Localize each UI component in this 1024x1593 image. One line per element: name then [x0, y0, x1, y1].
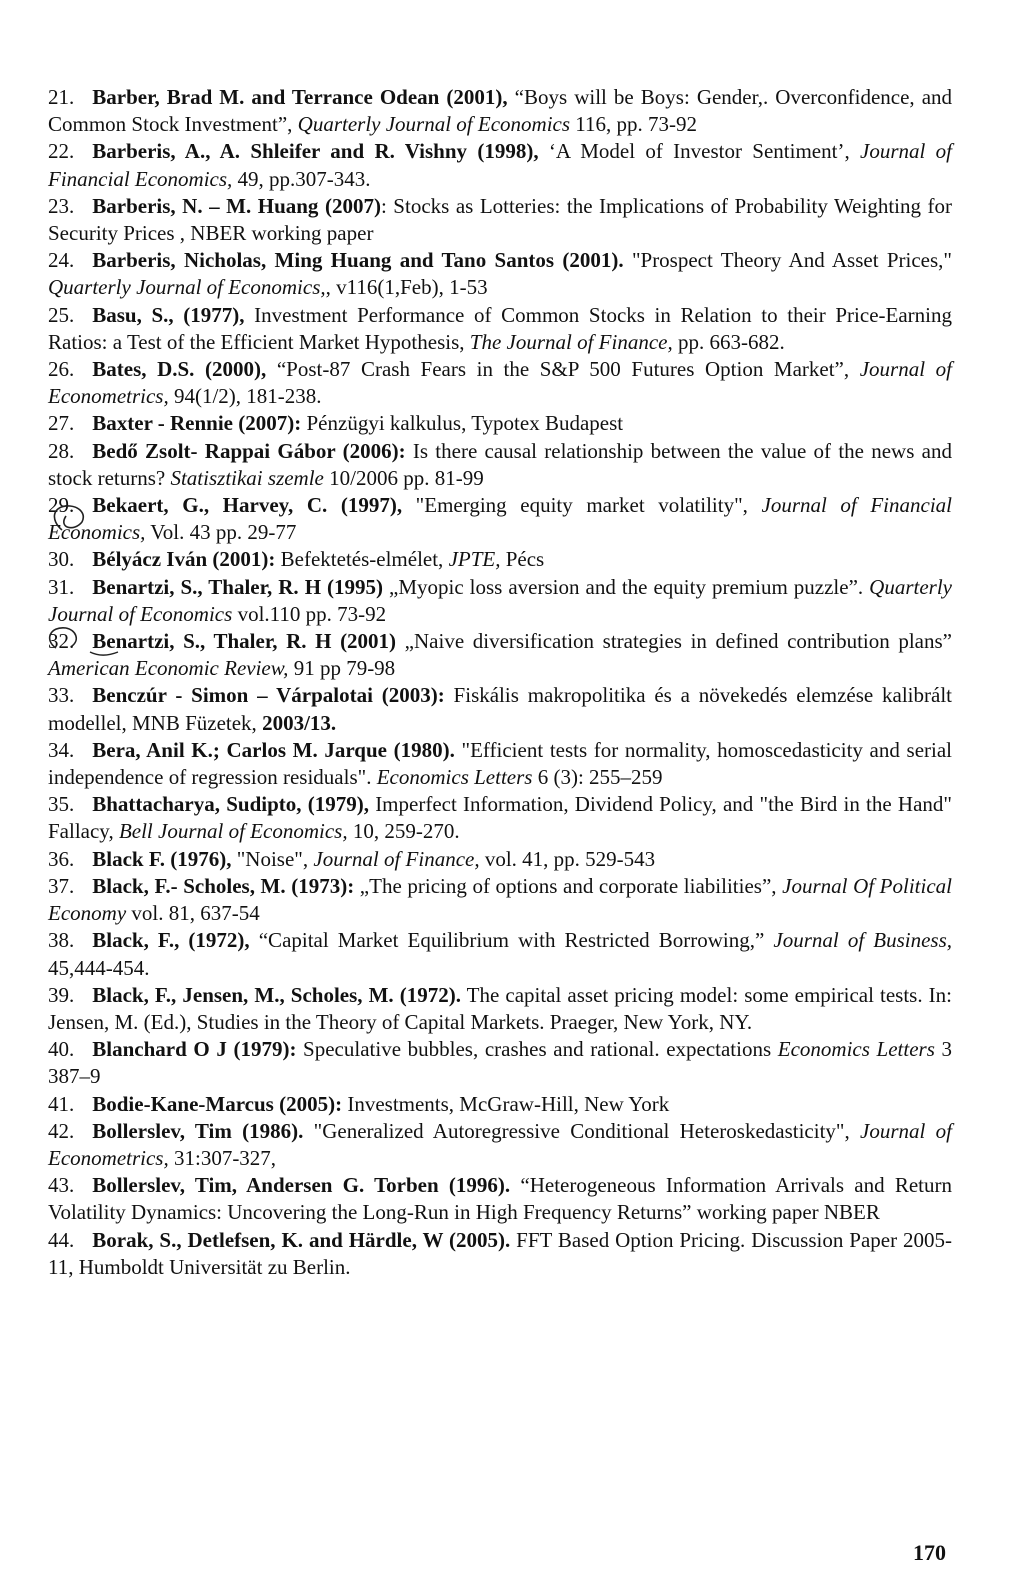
reference-entry [48, 682, 952, 736]
reference-details: Vol. 43 pp. 29-77 [145, 520, 297, 545]
reference-journal: The Journal of Finance, [469, 329, 673, 354]
reference-text: “Post-87 Crash Fears in the S&P 500 Futures Option Market”, [266, 357, 860, 382]
reference-authors: Bélyácz Iván (2001): [92, 547, 276, 572]
reference-authors: Blanchard O J (1979): [92, 1037, 297, 1062]
reference-number: 23. [48, 193, 75, 218]
reference-entry [48, 138, 952, 192]
reference-authors: Bedő Zsolt- Rappai Gábor (2006): [92, 438, 406, 463]
reference-text: Is there causal relationship between the value of the news and stock returns? [48, 438, 952, 490]
reference-entry [48, 1172, 952, 1226]
reference-details: vol.110 pp. 73-92 [232, 601, 387, 626]
reference-text: Imperfect Information, Dividend Policy, and "the Bird in the Hand" Fallacy, [48, 792, 952, 844]
reference-details: 10, 259-270. [347, 819, 460, 844]
reference-text: „The pricing of options and corporate liabilities”, [354, 873, 783, 898]
reference-journal: Journal of Finance, [313, 846, 480, 871]
reference-entry [48, 846, 952, 873]
reference-authors: Black, F., (1972), [92, 928, 250, 953]
page-number: 170 [913, 1540, 946, 1565]
reference-details: pp. 663-682. [672, 329, 785, 354]
reference-journal: Journal of Financial Economics, [48, 139, 952, 191]
reference-authors: Bekaert, G., Harvey, C. (1997), [92, 493, 403, 518]
reference-entry [48, 873, 952, 927]
reference-text: "Generalized Autoregressive Conditional Heteroskedasticity", [303, 1118, 861, 1143]
reference-number: 26. [48, 357, 75, 382]
reference-number: 38. [48, 928, 75, 953]
reference-authors: Bodie-Kane-Marcus (2005): [92, 1091, 343, 1116]
reference-text: Fiskális makropolitika és a növekedés elemzése kalibrált modellel, MNB Füzetek, [48, 683, 952, 735]
reference-authors: Bates, D.S. (2000), [92, 357, 267, 382]
reference-entry [48, 84, 952, 138]
reference-text: FFT Based Option Pricing. Discussion Paper 2005-11, Humboldt Universität zu Berlin. [48, 1227, 952, 1279]
reference-authors: Benczúr - Simon – Várpalotai (2003): [92, 683, 445, 708]
reference-text: „Myopic loss aversion and the equity premium puzzle”. [383, 574, 870, 599]
reference-entry [48, 574, 952, 628]
reference-details: vol. 41, pp. 529-543 [479, 846, 656, 871]
reference-number: 43. [48, 1173, 75, 1198]
reference-text: “Heterogeneous Information Arrivals and Return Volatility Dynamics: Uncovering the Long-Run in High Frequency Returns” working paper NBER [48, 1173, 952, 1225]
reference-text: Pénzügyi kalkulus, Typotex Budapest [301, 411, 624, 436]
reference-authors: Baxter - Rennie (2007): [92, 411, 302, 436]
reference-details: 49, pp.307-343. [232, 166, 371, 191]
reference-journal: Quarterly Journal of Economics [48, 574, 952, 626]
reference-text: Investments, McGraw-Hill, New York [342, 1091, 670, 1116]
reference-number: 36. [48, 846, 75, 871]
reference-number: 41. [48, 1091, 75, 1116]
reference-entry [48, 1118, 952, 1172]
reference-journal: American Economic Review, [48, 656, 289, 681]
reference-journal: JPTE, [448, 547, 501, 572]
reference-entry [48, 1227, 952, 1281]
reference-text: “Capital Market Equilibrium with Restricted Borrowing,” [249, 928, 774, 953]
reference-details: 116, pp. 73-92 [570, 112, 697, 137]
reference-journal: Quarterly Journal of Economics, [48, 275, 326, 300]
reference-authors: Bollerslev, Tim, Andersen G. Torben (1996). [92, 1173, 511, 1198]
reference-entry [48, 628, 952, 682]
reference-authors: Benartzi, S., Thaler, R. H (1995) [92, 574, 384, 599]
reference-authors: Barber, Brad M. and Terrance Odean (2001), [92, 85, 508, 109]
reference-text: "Efficient tests for normality, homoscedasticity and serial independence of regression residuals". [48, 737, 952, 790]
reference-authors: Borak, S., Detlefsen, K. and Härdle, W (2005). [92, 1227, 511, 1252]
reference-details: 45,444-454. [48, 955, 150, 980]
reference-number: 31. [48, 574, 75, 599]
reference-number: 29. [48, 493, 75, 518]
reference-authors: Bera, Anil K.; Carlos M. Jarque (1980). [92, 737, 455, 762]
reference-number: 34. [48, 737, 75, 762]
reference-journal: Statisztikai szemle [170, 465, 324, 490]
reference-details: 31:307-327, [168, 1145, 277, 1170]
reference-entry [48, 1036, 952, 1090]
reference-entry [48, 247, 952, 301]
reference-number: 35. [48, 792, 75, 817]
reference-entry [48, 927, 952, 981]
reference-journal: Economics Letters [777, 1037, 935, 1062]
reference-text: "Noise", [231, 846, 314, 871]
reference-journal: Journal of Econometrics, [48, 1118, 952, 1170]
reference-details: 10/2006 pp. 81-99 [323, 465, 484, 490]
reference-number: 22. [48, 139, 75, 164]
reference-authors: Barberis, N. – M. Huang (2007) [92, 193, 381, 218]
reference-entry [48, 492, 952, 546]
reference-number: 27. [48, 411, 75, 436]
reference-journal: Journal of Business, [773, 928, 952, 953]
reference-number: 21. [48, 85, 75, 109]
reference-number: 28. [48, 438, 75, 463]
reference-journal: Journal of Econometrics, [48, 357, 952, 409]
reference-entry [48, 410, 952, 437]
reference-details: 2003/13. [262, 710, 337, 735]
reference-details: 6 (3): 255–259 [532, 765, 663, 790]
reference-text: : Stocks as Lotteries: the Implications of Probability Weighting for Security Prices , NBER working paper [48, 193, 953, 246]
reference-text: Investment Performance of Common Stocks in Relation to their Price-Earning Ratios: a Test of the Efficient Market Hypothesis, [48, 302, 952, 354]
reference-journal: Bell Journal of Economics, [118, 819, 348, 844]
reference-number: 37. [48, 873, 75, 898]
reference-text: “Boys will be Boys: Gender,. Overconfidence, and Common Stock Investment”, [48, 85, 953, 137]
reference-authors: Benartzi, S., Thaler, R. H (2001) [92, 629, 397, 654]
reference-number: 33. [48, 683, 75, 708]
reference-entry [48, 546, 952, 573]
reference-journal: Journal Of Political Economy [48, 873, 952, 926]
reference-number: 42. [48, 1118, 75, 1143]
reference-entry [48, 982, 952, 1036]
reference-details: 94(1/2), 181-238. [168, 384, 322, 409]
reference-text: "Prospect Theory And Asset Prices," [623, 248, 952, 273]
reference-authors: Black, F., Jensen, M., Scholes, M. (1972). [92, 982, 461, 1007]
reference-entry [48, 302, 952, 356]
reference-authors: Black, F.- Scholes, M. (1973): [92, 873, 355, 898]
reference-authors: Barberis, Nicholas, Ming Huang and Tano Santos (2001). [92, 248, 624, 273]
reference-journal: Economics Letters [376, 765, 533, 790]
reference-entry [48, 193, 952, 247]
reference-text: Befektetés-elmélet, [275, 547, 449, 572]
reference-journal: Journal of Financial Economics, [48, 493, 952, 545]
reference-journal: Quarterly Journal of Economics [297, 112, 571, 137]
reference-details: Pécs [500, 547, 545, 572]
reference-entry [48, 438, 952, 492]
reference-number: 40. [48, 1037, 75, 1062]
reference-number: 24. [48, 248, 75, 273]
reference-number: 32. [48, 629, 75, 654]
reference-list [48, 84, 952, 1281]
reference-number: 44. [48, 1227, 75, 1252]
reference-text: ‘A Model of Investor Sentiment’, [538, 139, 861, 164]
reference-authors: Basu, S., (1977), [92, 302, 245, 327]
reference-text: Speculative bubbles, crashes and rational. expectations [296, 1037, 778, 1062]
reference-text: "Emerging equity market volatility", [402, 493, 762, 518]
reference-details: , v116(1,Feb), 1-53 [325, 275, 488, 300]
reference-number: 39. [48, 982, 75, 1007]
reference-authors: Barberis, A., A. Shleifer and R. Vishny (1998), [92, 139, 539, 164]
reference-details: vol. 81, 637-54 [126, 901, 260, 926]
reference-entry [48, 791, 952, 845]
reference-number: 25. [48, 302, 75, 327]
reference-text: The capital asset pricing model: some empirical tests. In: Jensen, M. (Ed.), Studies in the Theory of Capital Markets. Praeger, New York, NY. [48, 982, 952, 1034]
reference-authors: Black F. (1976), [92, 846, 232, 871]
reference-text: „Naive diversification strategies in defined contribution plans” [396, 629, 953, 654]
reference-details: 3 387–9 [48, 1037, 952, 1089]
reference-entry [48, 356, 952, 410]
reference-authors: Bollerslev, Tim (1986). [92, 1118, 304, 1143]
reference-authors: Bhattacharya, Sudipto, (1979), [92, 792, 369, 817]
reference-entry [48, 737, 952, 791]
reference-entry [48, 1091, 952, 1118]
reference-number: 30. [48, 547, 75, 572]
reference-details: 91 pp 79-98 [288, 656, 396, 681]
